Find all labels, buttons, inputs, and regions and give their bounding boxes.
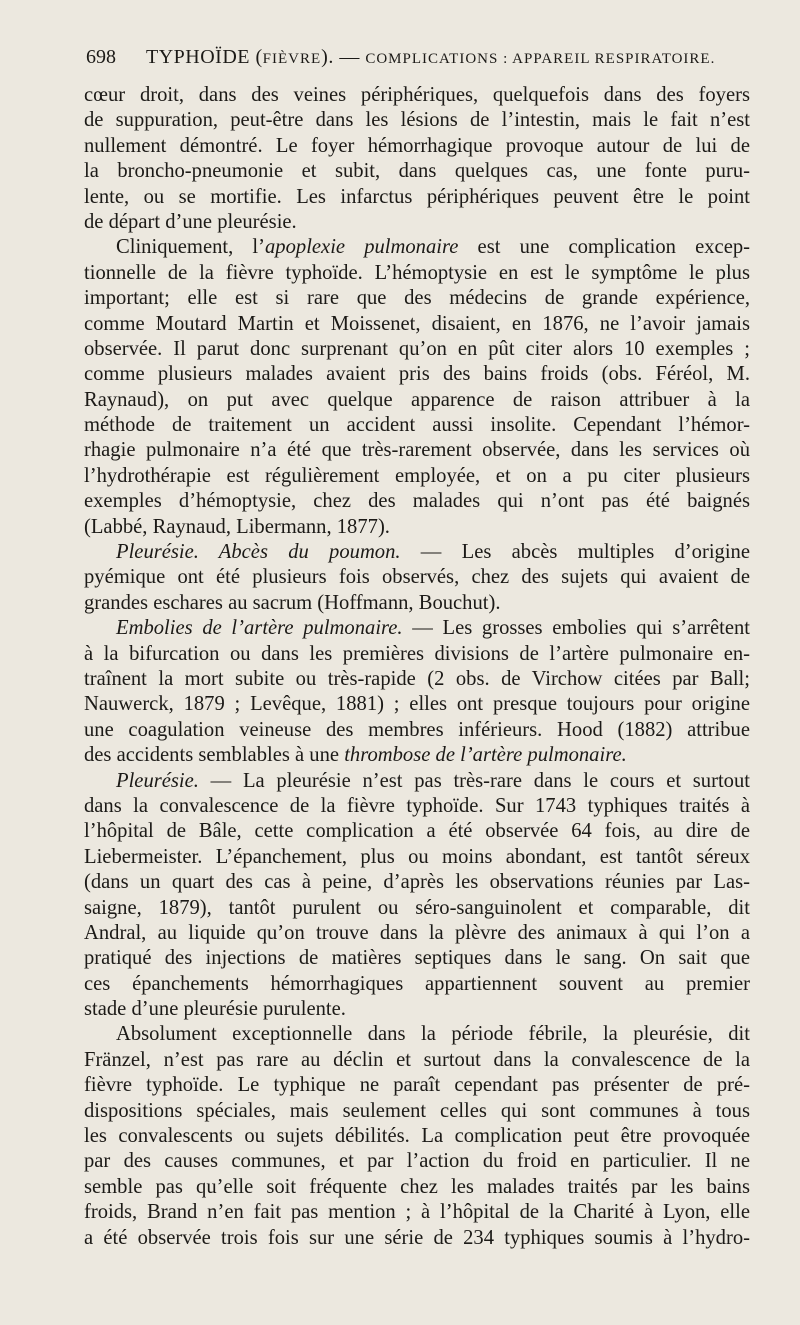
- text-run: de suppuration, peut-être dans les lésions de l’intestin, mais le fait n’est: [84, 109, 750, 132]
- text-line: [84, 667, 750, 692]
- text-run: a été observée trois fois sur une série de 234 typhiques soumis à l’hydro-: [84, 1226, 750, 1249]
- text-line: [84, 413, 750, 438]
- text-run: à la bifurcation ou dans les premières divisions de l’artère pulmonaire en-: [84, 642, 750, 665]
- text-line: [84, 591, 750, 616]
- text-run: (dans un quart des cas à peine, d’après les observations réunies par Las-: [84, 871, 750, 894]
- text-run: (Labbé, Raynaud, Libermann, 1877).: [84, 515, 390, 538]
- text-line: [84, 718, 750, 743]
- text-line: [84, 1200, 750, 1225]
- running-header: [86, 46, 746, 76]
- text-line: [84, 794, 750, 819]
- text-run: par des causes communes, et par l’action du froid en particulier. Il ne: [84, 1150, 750, 1173]
- italic-run: thrombose de l’artère pulmonaire.: [344, 744, 627, 767]
- text-line: [84, 464, 750, 489]
- italic-run: Embolies de l’artère pulmonaire.: [116, 617, 403, 640]
- text-run: nullement démontré. Le foyer hémorrhagique provoque autour de lui de: [84, 134, 750, 157]
- text-run: tionnelle de la fièvre typhoïde. L’hémoptysie en est le symptôme le plus: [84, 261, 750, 284]
- text-line: [84, 515, 750, 540]
- text-run: pratiqué des injections de matières septiques dans le sang. On sait que: [84, 947, 750, 970]
- text-run: traînent la mort subite ou très-rapide (2 obs. de Virchow citées par Ball;: [84, 667, 750, 690]
- text-run: l’hôpital de Bâle, cette complication a été observée 64 fois, au dire de: [84, 820, 750, 843]
- text-line: [84, 1124, 750, 1149]
- text-line: [84, 489, 750, 514]
- text-line: [84, 261, 750, 286]
- text-run: Liebermeister. L’épanchement, plus ou moins abondant, est tantôt séreux: [84, 845, 750, 868]
- text-line: [84, 1226, 750, 1251]
- text-line: [84, 1175, 750, 1200]
- text-line: [84, 337, 750, 362]
- text-run: les convalescents ou sujets débilités. La complication peut être provoquée: [84, 1125, 750, 1148]
- text-run: froids, Brand n’en fait pas mention ; à l’hôpital de la Charité à Lyon, elle: [84, 1201, 750, 1224]
- text-run: Cliniquement, l’: [116, 236, 265, 259]
- text-run: des accidents semblables à une: [84, 744, 345, 767]
- text-line: [84, 1073, 750, 1098]
- italic-run: apoplexie pulmonaire: [265, 236, 459, 259]
- text-run: Raynaud), on put avec quelque apparence de raison attribuer à la: [84, 388, 750, 411]
- text-run: pyémique ont été plusieurs fois observés, chez des sujets qui avaient de: [84, 566, 750, 589]
- text-line: [84, 769, 750, 794]
- text-run: dans la convalescence de la fièvre typhoïde. Sur 1743 typhiques traités à: [84, 794, 750, 817]
- text-line: [84, 642, 750, 667]
- text-run: comme Moutard Martin et Moissenet, disaient, en 1876, ne l’avoir jamais: [84, 312, 750, 335]
- italic-run: Pleurésie.: [116, 769, 199, 792]
- text-run: grandes eschares au sacrum (Hoffmann, Bouchut).: [84, 591, 501, 614]
- text-run: de départ d’une pleurésie.: [84, 210, 297, 233]
- text-run: cœur droit, dans des veines périphériques, quelquefois dans des foyers: [84, 84, 750, 106]
- text-line: [84, 312, 750, 337]
- text-line: [84, 83, 750, 108]
- text-run: — Les abcès multiples d’origine: [400, 541, 750, 564]
- text-run: méthode de traitement un accident aussi insolite. Cependant l’hémor-: [84, 414, 750, 437]
- text-run: une coagulation veineuse des membres inférieurs. Hood (1882) attribue: [84, 718, 750, 741]
- text-run: semble pas qu’elle soit fréquente chez les malades traités par les bains: [84, 1175, 750, 1198]
- text-line: [84, 159, 750, 184]
- text-line: [84, 1149, 750, 1174]
- text-line: [84, 134, 750, 159]
- text-line: [84, 921, 750, 946]
- text-run: — La pleurésie n’est pas très-rare dans le cours et surtout: [198, 769, 750, 792]
- text-run: l’hydrothérapie est régulièrement employée, et on a pu citer plusieurs: [84, 464, 750, 487]
- italic-run: Pleurésie. Abcès du poumon.: [116, 541, 401, 564]
- text-line: [84, 997, 750, 1022]
- text-line: [84, 1048, 750, 1073]
- text-run: observée. Il parut donc surprenant qu’on en pût citer alors 10 exemples ;: [84, 337, 750, 360]
- text-line: [84, 870, 750, 895]
- text-line: [84, 946, 750, 971]
- text-run: Fränzel, n’est pas rare au déclin et surtout dans la convalescence de la: [84, 1048, 750, 1071]
- text-run: ces épanchements hémorrhagiques appartiennent souvent au premier: [84, 972, 750, 995]
- text-line: [84, 185, 750, 210]
- text-line: [84, 565, 750, 590]
- text-run: est une complication excep-: [458, 236, 750, 259]
- text-line: [84, 972, 750, 997]
- text-line: [84, 896, 750, 921]
- text-run: Andral, au liquide qu’on trouve dans la plèvre des animaux à qui l’on a: [84, 921, 750, 944]
- text-line: [84, 286, 750, 311]
- text-line: [84, 819, 750, 844]
- running-title: TYPHOÏDE (FIÈVRE). — COMPLICATIONS : APPAREIL RESPIRATOIRE.: [146, 46, 716, 68]
- section-title: COMPLICATIONS : APPAREIL RESPIRATOIRE.: [365, 51, 716, 67]
- body-text: [84, 83, 750, 1251]
- text-line: [84, 235, 750, 260]
- text-run: exemples d’hémoptysie, chez des malades qui n’ont pas été baignés: [84, 490, 750, 513]
- text-line: [84, 540, 750, 565]
- text-line: [84, 743, 750, 768]
- page-number: 698: [86, 46, 116, 68]
- text-run: Absolument exceptionnelle dans la période fébrile, la pleurésie, dit: [116, 1023, 750, 1046]
- text-run: lente, ou se mortifie. Les infarctus périphériques peuvent être le point: [84, 185, 750, 208]
- text-line: [84, 845, 750, 870]
- text-line: [84, 1022, 750, 1047]
- text-run: — Les grosses embolies qui s’arrêtent: [402, 617, 750, 640]
- text-line: [84, 616, 750, 641]
- text-run: la broncho-pneumonie et subit, dans quelques cas, une fonte puru-: [84, 160, 750, 183]
- text-run: Nauwerck, 1879 ; Levêque, 1881) ; elles ont presque toujours pour origine: [84, 693, 750, 716]
- text-line: [84, 692, 750, 717]
- text-run: rhagie pulmonaire n’a été que très-rarement observée, dans les services où: [84, 439, 750, 462]
- text-run: important; elle est si rare que des médecins de grande expérience,: [84, 287, 750, 310]
- text-line: [84, 438, 750, 463]
- text-line: [84, 388, 750, 413]
- text-line: [84, 210, 750, 235]
- text-line: [84, 362, 750, 387]
- text-line: [84, 108, 750, 133]
- text-run: saigne, 1879), tantôt purulent ou séro-sanguinolent et comparable, dit: [84, 896, 750, 919]
- text-run: stade d’une pleurésie purulente.: [84, 998, 346, 1021]
- text-run: dispositions spéciales, mais seulement celles qui sont communes à tous: [84, 1099, 750, 1122]
- text-line: [84, 1099, 750, 1124]
- text-run: comme plusieurs malades avaient pris des bains froids (obs. Féréol, M.: [84, 363, 750, 386]
- text-run: fièvre typhoïde. Le typhique ne paraît cependant pas présenter de pré-: [84, 1074, 750, 1097]
